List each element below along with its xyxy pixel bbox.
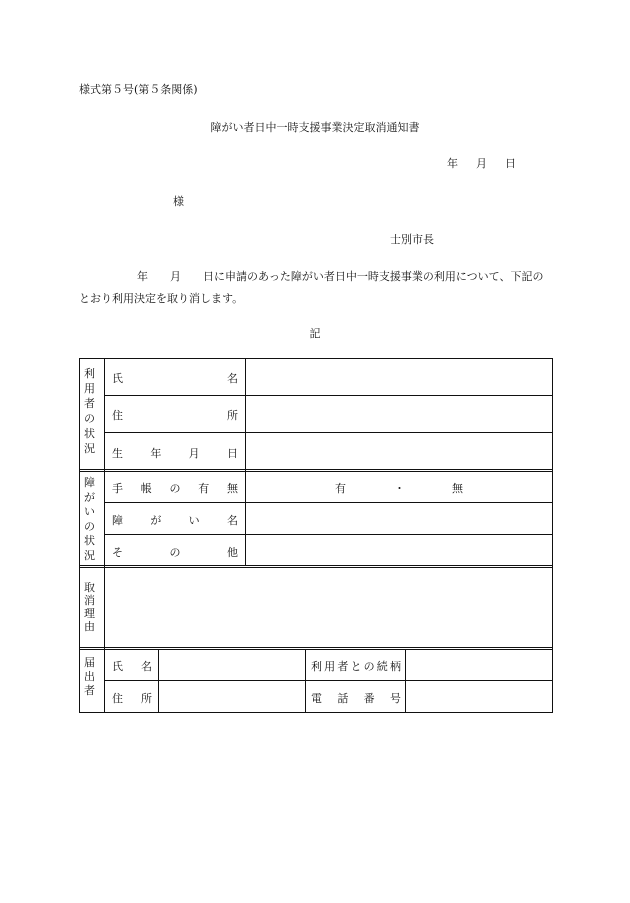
applicant-name-label: 氏 名: [112, 660, 152, 673]
issue-date: [447, 155, 516, 171]
form-number: 様式第５号(第５条関係): [79, 83, 198, 96]
intro-year: 年: [137, 270, 148, 283]
date-month: 月: [476, 157, 487, 170]
issuer: 士別市長: [390, 233, 434, 246]
date-year: 年: [447, 157, 458, 170]
applicant-address-label: 住 所: [112, 692, 152, 705]
applicant-phone-label: 電 話 番 号: [311, 692, 401, 705]
addressee-suffix: 様: [173, 195, 184, 208]
date-day: 日: [505, 157, 516, 170]
intro-text: 日に申請のあった障がい者日中一時支援事業の利用について、下記のとおり利用決定を取り消します。: [79, 270, 544, 305]
techo-no: 無: [452, 482, 463, 495]
applicant-relation-label: 利 用 者 と の 続 柄: [311, 660, 401, 673]
intro-paragraph: [79, 266, 554, 310]
section-applicant-label: 届出者: [84, 656, 95, 697]
ki-label: 記: [309, 327, 321, 340]
section-user-label: 利用者の状況: [84, 367, 95, 455]
field-other: そ の 他: [112, 546, 238, 559]
field-techo: 手 帳 の 有 無: [112, 482, 238, 495]
field-disability-name: 障 が い 名: [112, 514, 238, 527]
field-user-address: 住 所: [112, 409, 238, 422]
section-reason-label: 取消理由: [84, 581, 95, 633]
techo-separator: ・: [394, 482, 405, 495]
techo-yes: 有: [335, 482, 346, 495]
document-title: 障がい者日中一時支援事業決定取消通知書: [210, 121, 420, 134]
field-user-name: 氏 名: [112, 372, 238, 385]
intro-month: 月: [170, 270, 181, 283]
section-disability-label: 障がいの状況: [84, 476, 95, 562]
field-user-birthdate: 生 年 月 日: [112, 447, 238, 460]
